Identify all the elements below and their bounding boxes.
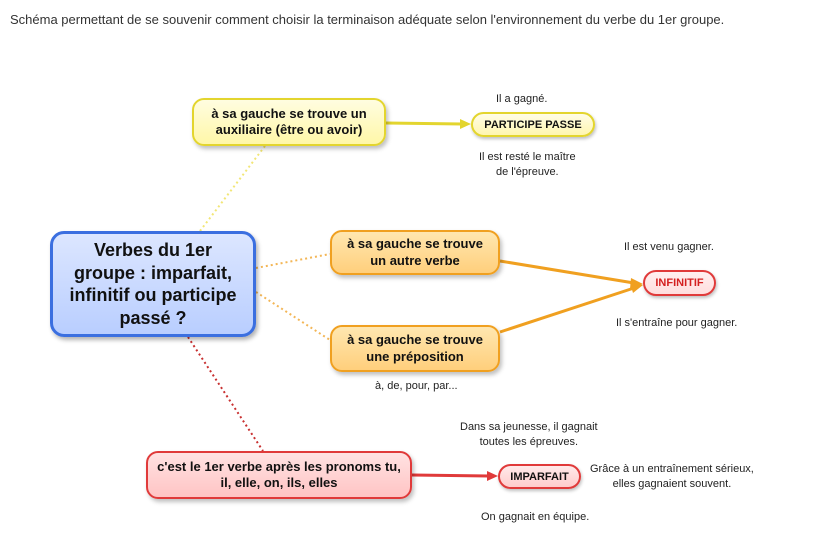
- example-line: Grâce à un entraînement sérieux,: [590, 463, 754, 475]
- arrow-auxiliaire-participe: [386, 123, 462, 124]
- central-node: Verbes du 1er groupe : imparfait, infinitif ou participe passé ?: [50, 231, 256, 337]
- example-line: elles gagnaient souvent.: [612, 477, 732, 490]
- example-line: toutes les épreuves.: [479, 435, 579, 448]
- example-il-s-entraine: Il s'entraîne pour gagner.: [616, 317, 738, 329]
- result-imparfait: IMPARFAIT: [498, 464, 581, 489]
- diagram-caption: Schéma permettant de se souvenir comment choisir la terminaison adéquate selon l'environnement du verbe du 1er groupe.: [10, 12, 725, 27]
- branch-auxiliaire: à sa gauche se trouve un auxiliaire (être ou avoir): [192, 98, 386, 146]
- example-il-est-venu: Il est venu gagner.: [624, 241, 714, 253]
- example-line: Il est resté le maître: [479, 151, 576, 163]
- branch-preposition: à sa gauche se trouve une préposition: [330, 325, 500, 372]
- link-center-autre-verbe: [256, 254, 330, 268]
- link-center-preposition: [256, 292, 330, 340]
- arrow-autre-verbe-infinitif: [500, 261, 634, 283]
- example-line: de l'épreuve.: [495, 165, 559, 178]
- hint-prepositions: à, de, pour, par...: [375, 380, 458, 392]
- example-grace-a: [590, 462, 754, 492]
- branch-autre-verbe: à sa gauche se trouve un autre verbe: [330, 230, 500, 275]
- example-dans-sa-jeunesse: [460, 420, 598, 450]
- arrow-pronoms-imparfait: [412, 475, 489, 476]
- link-center-auxiliaire: [200, 146, 265, 231]
- result-infinitif: INFINITIF: [643, 270, 716, 296]
- example-on-gagnait: On gagnait en équipe.: [481, 511, 590, 523]
- example-line: Dans sa jeunesse, il gagnait: [460, 421, 598, 433]
- branch-pronoms: c'est le 1er verbe après les pronoms tu, il, elle, on, ils, elles: [146, 451, 412, 499]
- example-il-est-reste: [479, 150, 576, 180]
- example-il-a-gagne: Il a gagné.: [496, 93, 548, 105]
- arrow-preposition-infinitif: [500, 288, 634, 332]
- result-participe-passe: PARTICIPE PASSE: [471, 112, 595, 137]
- link-center-pronoms: [188, 337, 263, 451]
